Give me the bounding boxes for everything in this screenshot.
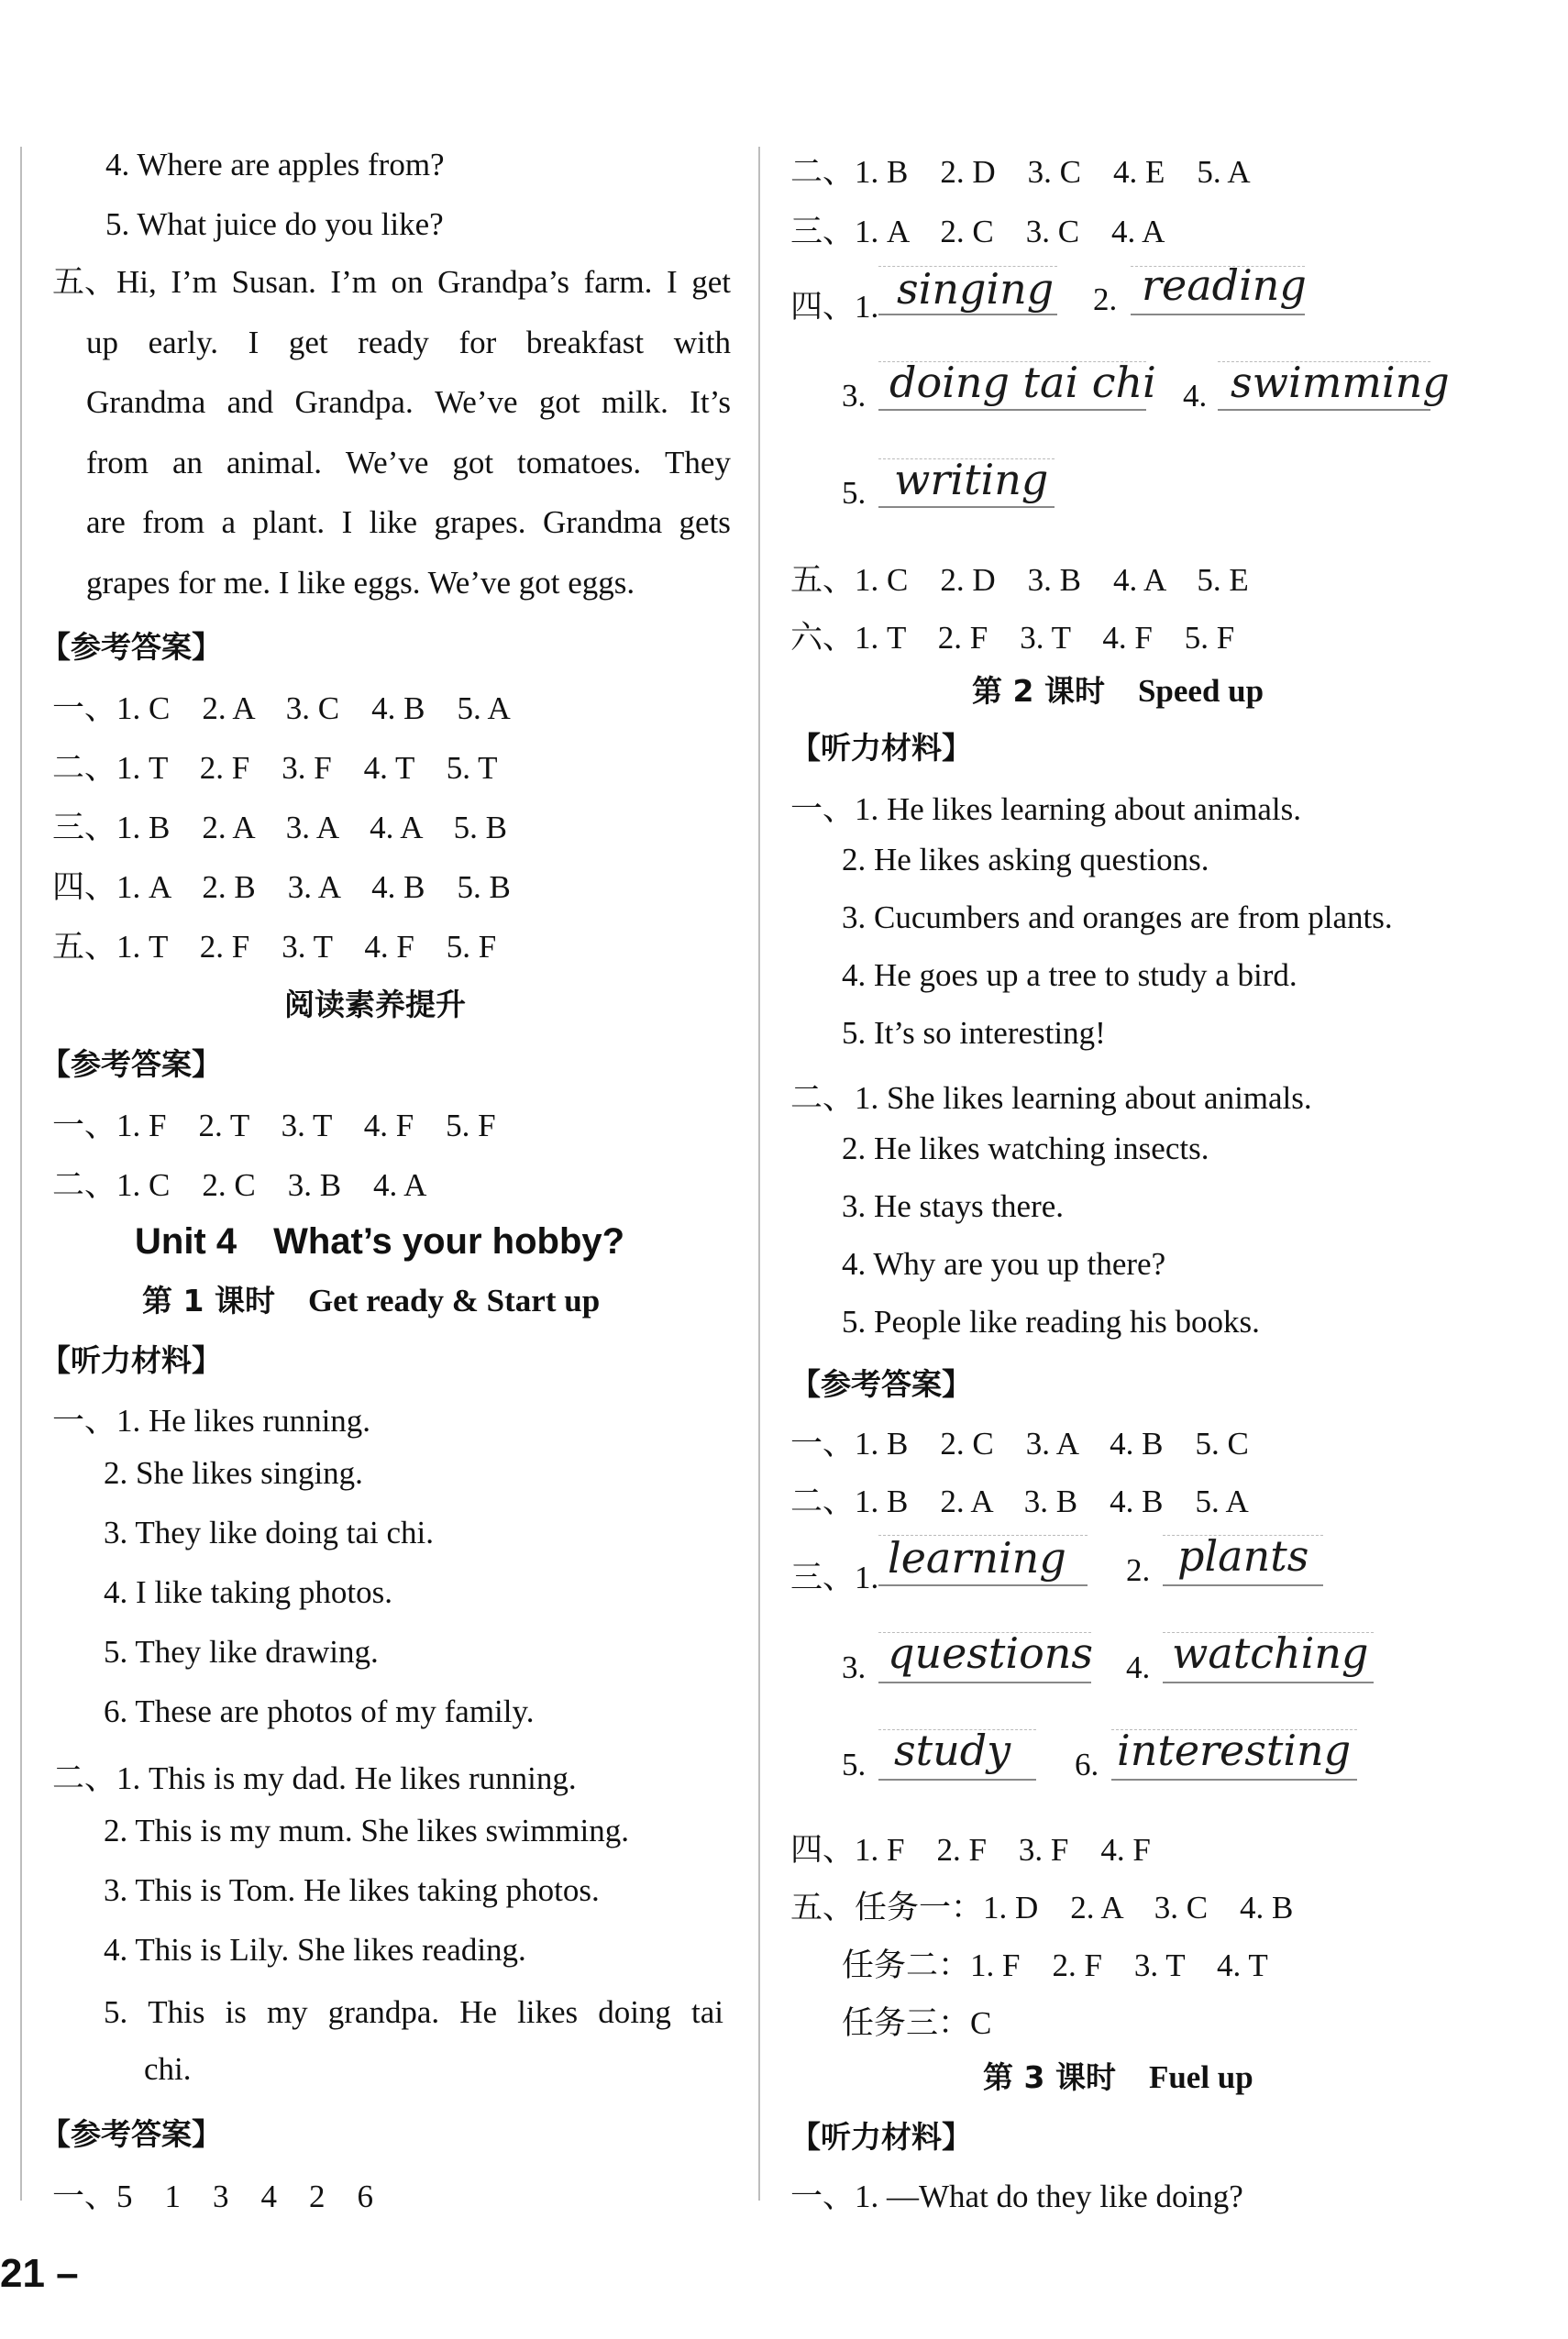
answer-line: 二、1. C 2. C 3. B 4. A — [52, 1167, 427, 1203]
section-title: 阅读素养提升 — [284, 987, 466, 1022]
text-line: 2. He likes watching insects. — [842, 1131, 1209, 1166]
question-number: 2. — [1126, 1552, 1151, 1588]
text-line: 一、1. —What do they like doing? — [790, 2179, 1243, 2214]
left-margin-line — [20, 147, 22, 2201]
text-line: 5. It’s so interesting! — [842, 1015, 1106, 1051]
handwritten-answer: questions — [888, 1628, 1094, 1678]
answer-line: 五、1. C 2. D 3. B 4. A 5. E — [790, 562, 1249, 598]
writing-line — [878, 314, 1057, 315]
answer-line: 一、1. C 2. A 3. C 4. B 5. A — [52, 690, 511, 726]
answer-line: 一、1. F 2. T 3. T 4. F 5. F — [52, 1108, 496, 1143]
writing-line — [1163, 1682, 1374, 1683]
question-number: 4. — [1126, 1649, 1151, 1685]
handwritten-answer: swimming — [1231, 358, 1450, 407]
text-line: 二、1. This is my dad. He likes running. — [52, 1760, 577, 1796]
text-line: 5. This is my grandpa. He likes doing tai — [104, 1994, 723, 2030]
reference-answers-heading: 【参考答案】 — [40, 2116, 222, 2152]
text-line: 6. These are photos of my family. — [104, 1694, 535, 1729]
writing-line — [878, 1584, 1088, 1586]
reference-answers-heading: 【参考答案】 — [40, 1046, 222, 1082]
text-line: 2. She likes singing. — [104, 1455, 363, 1491]
text-line: 一、1. He likes learning about animals. — [790, 791, 1301, 827]
handwritten-answer: doing tai chi — [889, 358, 1156, 407]
text-line: 2. He likes asking questions. — [842, 842, 1209, 877]
answer-line: 二、1. T 2. F 3. F 4. T 5. T — [52, 750, 498, 786]
answer-line: 三、1. A 2. C 3. C 4. A — [790, 214, 1165, 249]
writing-line — [1111, 1779, 1357, 1781]
handwritten-answer: singing — [897, 264, 1055, 314]
handwritten-answer: watching — [1172, 1628, 1369, 1678]
writing-line — [878, 506, 1055, 508]
text-line: 5. They like drawing. — [104, 1634, 379, 1670]
lesson-title: 第 3 课时 Fuel up — [983, 2059, 1253, 2095]
writing-line — [1218, 409, 1430, 411]
text-line: 4. Why are you up there? — [842, 1246, 1166, 1282]
lesson-title: 第 2 课时 Speed up — [972, 673, 1264, 709]
text-line: 二、1. She likes learning about animals. — [790, 1080, 1312, 1116]
question-number: 6. — [1075, 1747, 1099, 1782]
passage-row: Grandma and Grandpa. We’ve got milk. It’s — [86, 384, 731, 420]
handwritten-answer: study — [894, 1726, 1011, 1775]
text-line: 3. This is Tom. He likes taking photos. — [104, 1872, 600, 1908]
question-number: 4. — [1183, 378, 1208, 414]
handwritten-answer: plants — [1177, 1531, 1309, 1581]
question-label: 三、1. — [790, 1560, 879, 1595]
reference-answers-heading: 【参考答案】 — [790, 1366, 972, 1402]
answer-line: 四、1. A 2. B 3. A 4. B 5. B — [52, 869, 511, 905]
passage-row: from an animal. We’ve got tomatoes. They — [86, 444, 731, 480]
writing-line — [878, 1779, 1036, 1781]
answer-line: 任务二：1. F 2. F 3. T 4. T — [842, 1947, 1268, 1983]
handwritten-answer: learning — [888, 1533, 1066, 1583]
question-number: 2. — [1093, 281, 1118, 317]
question-label: 四、1. — [790, 289, 879, 325]
answer-line: 五、任务一：1. D 2. A 3. C 4. B — [790, 1890, 1294, 1925]
question-number: 5. — [842, 1747, 867, 1782]
writing-line — [878, 1682, 1091, 1683]
lesson-title: 第 1 课时 Get ready & Start up — [142, 1283, 601, 1318]
answer-line: 四、1. F 2. F 3. F 4. F — [790, 1832, 1151, 1868]
writing-line — [878, 409, 1146, 411]
text-line: 5. People like reading his books. — [842, 1304, 1260, 1340]
text-line: 3. He stays there. — [842, 1188, 1065, 1224]
answer-line: 二、1. B 2. A 3. B 4. B 5. A — [790, 1484, 1249, 1519]
handwritten-answer: interesting — [1117, 1726, 1352, 1775]
question-number: 3. — [842, 378, 867, 414]
text-line: 一、1. He likes running. — [52, 1403, 371, 1439]
text-line: 4. He goes up a tree to study a bird. — [842, 957, 1297, 993]
listening-material-heading: 【听力材料】 — [790, 730, 972, 766]
passage-row: grapes for me. I like eggs. We’ve got eggs. — [86, 564, 635, 601]
page-number: 21 – — [0, 2251, 79, 2296]
question-number: 3. — [842, 1649, 867, 1685]
answer-line: 五、1. T 2. F 3. T 4. F 5. F — [52, 929, 497, 965]
text-line: 4. I like taking photos. — [104, 1574, 392, 1610]
passage-row: 五、Hi, I’m Susan. I’m on Grandpa’s farm. I get — [52, 264, 731, 300]
passage-row: up early. I get ready for breakfast with — [86, 324, 731, 360]
text-line: 2. This is my mum. She likes swimming. — [104, 1813, 630, 1848]
text-line: chi. — [144, 2051, 192, 2087]
unit-title: Unit 4 What’s your hobby? — [135, 1221, 625, 1262]
text-line: 4. This is Lily. She likes reading. — [104, 1932, 526, 1968]
question-number: 5. — [842, 475, 867, 511]
listening-material-heading: 【听力材料】 — [40, 1342, 222, 1378]
answer-line: 一、5 1 3 4 2 6 — [52, 2179, 374, 2214]
passage-row: are from a plant. I like grapes. Grandma gets — [86, 504, 731, 540]
text-line: 4. Where are apples from? — [105, 147, 445, 182]
writing-line — [1131, 314, 1305, 315]
answer-line: 六、1. T 2. F 3. T 4. F 5. F — [790, 620, 1235, 656]
answer-line: 三、1. B 2. A 3. A 4. A 5. B — [52, 810, 507, 845]
answer-line: 二、1. B 2. D 3. C 4. E 5. A — [790, 154, 1251, 190]
handwritten-answer: reading — [1142, 260, 1307, 310]
passage — [52, 252, 731, 612]
listening-material-heading: 【听力材料】 — [790, 2119, 972, 2155]
handwritten-answer: writing — [894, 455, 1049, 504]
answer-line: 任务三：C — [842, 2005, 992, 2041]
answer-line: 一、1. B 2. C 3. A 4. B 5. C — [790, 1426, 1249, 1462]
text-line: 3. Cucumbers and oranges are from plants. — [842, 899, 1393, 935]
writing-line — [1163, 1584, 1323, 1586]
reference-answers-heading: 【参考答案】 — [40, 629, 222, 665]
column-divider — [758, 147, 760, 2201]
text-line: 3. They like doing tai chi. — [104, 1515, 434, 1550]
text-line: 5. What juice do you like? — [105, 206, 444, 242]
